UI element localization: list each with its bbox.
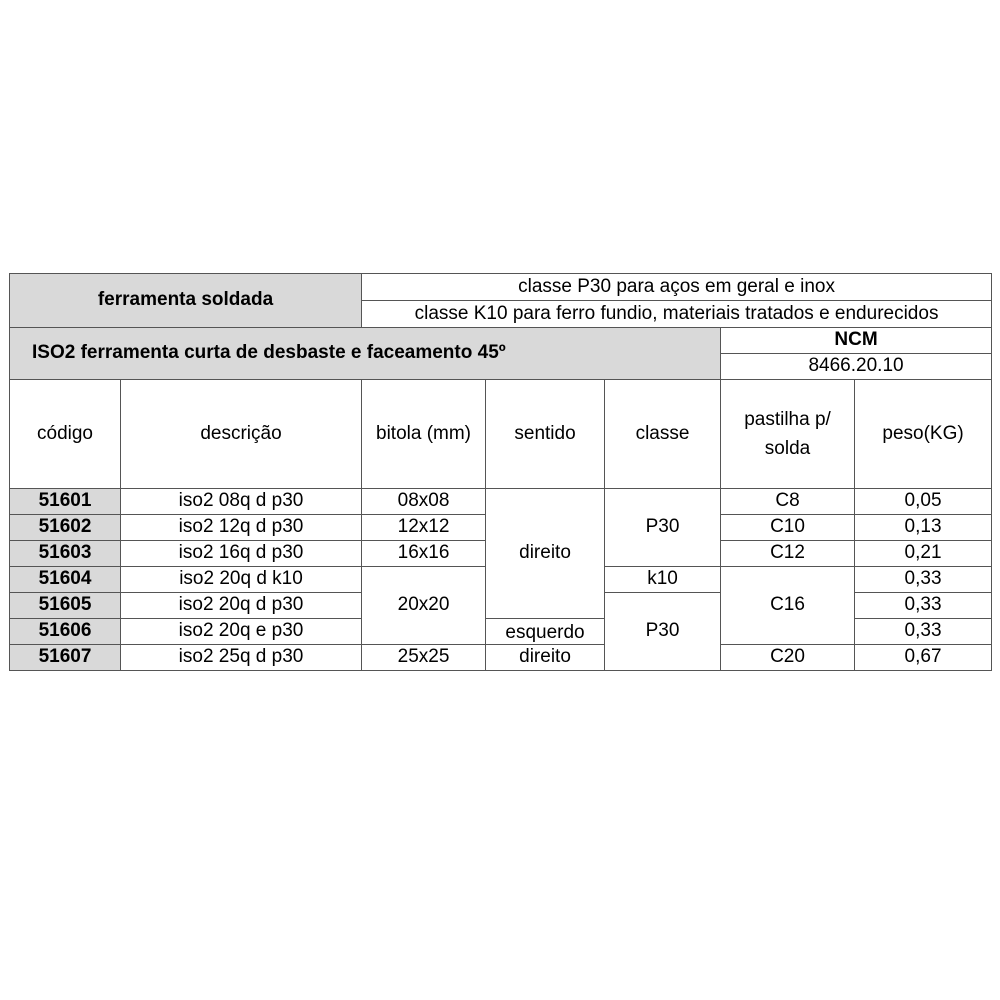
row-description: iso2 20q d k10 xyxy=(121,567,362,593)
col-header-descricao: descrição xyxy=(121,380,362,489)
row-description: iso2 20q e p30 xyxy=(121,619,362,645)
table-row xyxy=(10,489,992,515)
col-header-classe: classe xyxy=(605,380,721,489)
merged-class-p30: P30 xyxy=(605,489,721,567)
table-title: ISO2 ferramenta curta de desbaste e faceamento 45º xyxy=(10,328,721,380)
row-insert: C12 xyxy=(721,541,855,567)
row-weight: 0,33 xyxy=(855,567,992,593)
row-insert: C8 xyxy=(721,489,855,515)
row-weight: 0,33 xyxy=(855,619,992,645)
col-header-peso: peso(KG) xyxy=(855,380,992,489)
row-code: 51607 xyxy=(10,645,121,671)
row-code: 51604 xyxy=(10,567,121,593)
row-code: 51602 xyxy=(10,515,121,541)
row-weight: 0,67 xyxy=(855,645,992,671)
row-insert: C10 xyxy=(721,515,855,541)
row-weight: 0,13 xyxy=(855,515,992,541)
row-gauge: 25x25 xyxy=(362,645,486,671)
col-header-sentido: sentido xyxy=(486,380,605,489)
class-p30-note: classe P30 para aços em geral e inox xyxy=(362,274,992,301)
merged-class-p30-lower: P30 xyxy=(605,593,721,671)
row-description: iso2 16q d p30 xyxy=(121,541,362,567)
merged-insert-c16: C16 xyxy=(721,567,855,645)
ncm-label: NCM xyxy=(721,328,992,354)
row-description: iso2 08q d p30 xyxy=(121,489,362,515)
col-header-pastilha: pastilha p/ solda xyxy=(721,380,855,489)
row-gauge: 08x08 xyxy=(362,489,486,515)
row-weight: 0,21 xyxy=(855,541,992,567)
spec-table xyxy=(9,273,992,671)
class-k10-note: classe K10 para ferro fundio, materiais tratados e endurecidos xyxy=(362,301,992,328)
row-weight: 0,05 xyxy=(855,489,992,515)
row-description: iso2 25q d p30 xyxy=(121,645,362,671)
row-code: 51605 xyxy=(10,593,121,619)
row-description: iso2 12q d p30 xyxy=(121,515,362,541)
ncm-value: 8466.20.10 xyxy=(721,354,992,380)
col-header-bitola: bitola (mm) xyxy=(362,380,486,489)
merged-gauge-20x20: 20x20 xyxy=(362,567,486,645)
row-code: 51606 xyxy=(10,619,121,645)
product-type: ferramenta soldada xyxy=(10,274,362,328)
table-row xyxy=(10,645,992,671)
col-header-codigo: código xyxy=(10,380,121,489)
row-description: iso2 20q d p30 xyxy=(121,593,362,619)
row-insert: C20 xyxy=(721,645,855,671)
row-weight: 0,33 xyxy=(855,593,992,619)
row-code: 51603 xyxy=(10,541,121,567)
row-direction: esquerdo xyxy=(486,619,605,645)
merged-direction-direito: direito xyxy=(486,489,605,619)
row-class: k10 xyxy=(605,567,721,593)
row-gauge: 16x16 xyxy=(362,541,486,567)
row-gauge: 12x12 xyxy=(362,515,486,541)
row-direction: direito xyxy=(486,645,605,671)
row-code: 51601 xyxy=(10,489,121,515)
